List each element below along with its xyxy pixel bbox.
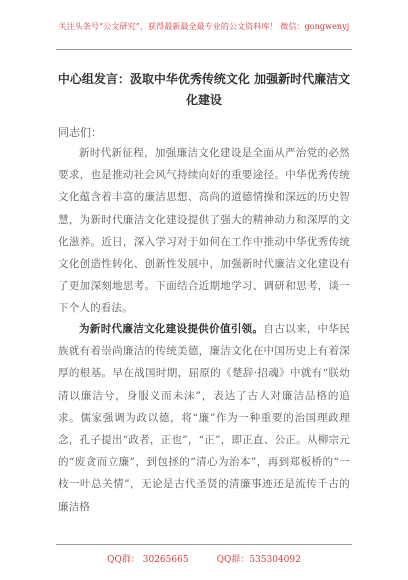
salutation: 同志们： <box>58 126 102 139</box>
body-paragraph <box>58 318 350 518</box>
paragraph-lead: 为新时代廉洁文化建设提供价值引领。 <box>79 323 264 335</box>
footer-divider <box>56 544 352 545</box>
header-banner: 关注头条号“公文研究”，获得最新最全最专业的公文资料库！ 微信：gongwenyj <box>58 22 350 31</box>
qq-group-2: QQ群：535304092 <box>216 555 301 565</box>
paragraph-text: 新时代新征程，加强廉洁文化建设是全面从严治党的必然要求，也是推动社会风气持续向好的重要途径。中华优秀传统文化蕴含着丰富的廉洁思想、高尚的道德情操和深远的历史智慧，为新时代廉洁文化建设提供了强大的精神动力和深厚的文化滋养。近日，深入学习对于如何在工作中推动中华优秀传统文化创造性转化、创新性发展中，加强新时代廉洁文化建设有了更加深刻地思考。下面结合近期地学习、调研和思考，谈一下个人的看法。 <box>58 147 350 315</box>
paragraph-text: 自古以来，中华民族就有着崇尚廉洁的传统美德，廉洁文化在中国历史上有着深厚的根基。早在战国时期，屈原的《楚辞·招魂》中就有“朕幼清以廉洁兮，身服义而未沫”，表达了古人对廉洁品格的追求。儒家强调为政以德，将“廉”作为一种重要的治国理政理念，孔子提出“政者，正也”，“正”，即正直、公正。从柳宗元的“废贪而立廉”，到包拯的“清心为治本”，再到郑板桥的“一枝一叶总关情”，无论是古代圣贤的清廉事迹还是流传千古的廉洁格 <box>58 323 350 513</box>
qq-group-1: QQ群： 30265665 <box>107 555 189 565</box>
document-title: 中心组发言：汲取中华优秀传统文化 加强新时代廉洁文化建设 <box>57 72 351 107</box>
header-divider <box>56 49 352 50</box>
body-paragraph <box>58 142 350 320</box>
footer-contact <box>0 552 408 565</box>
